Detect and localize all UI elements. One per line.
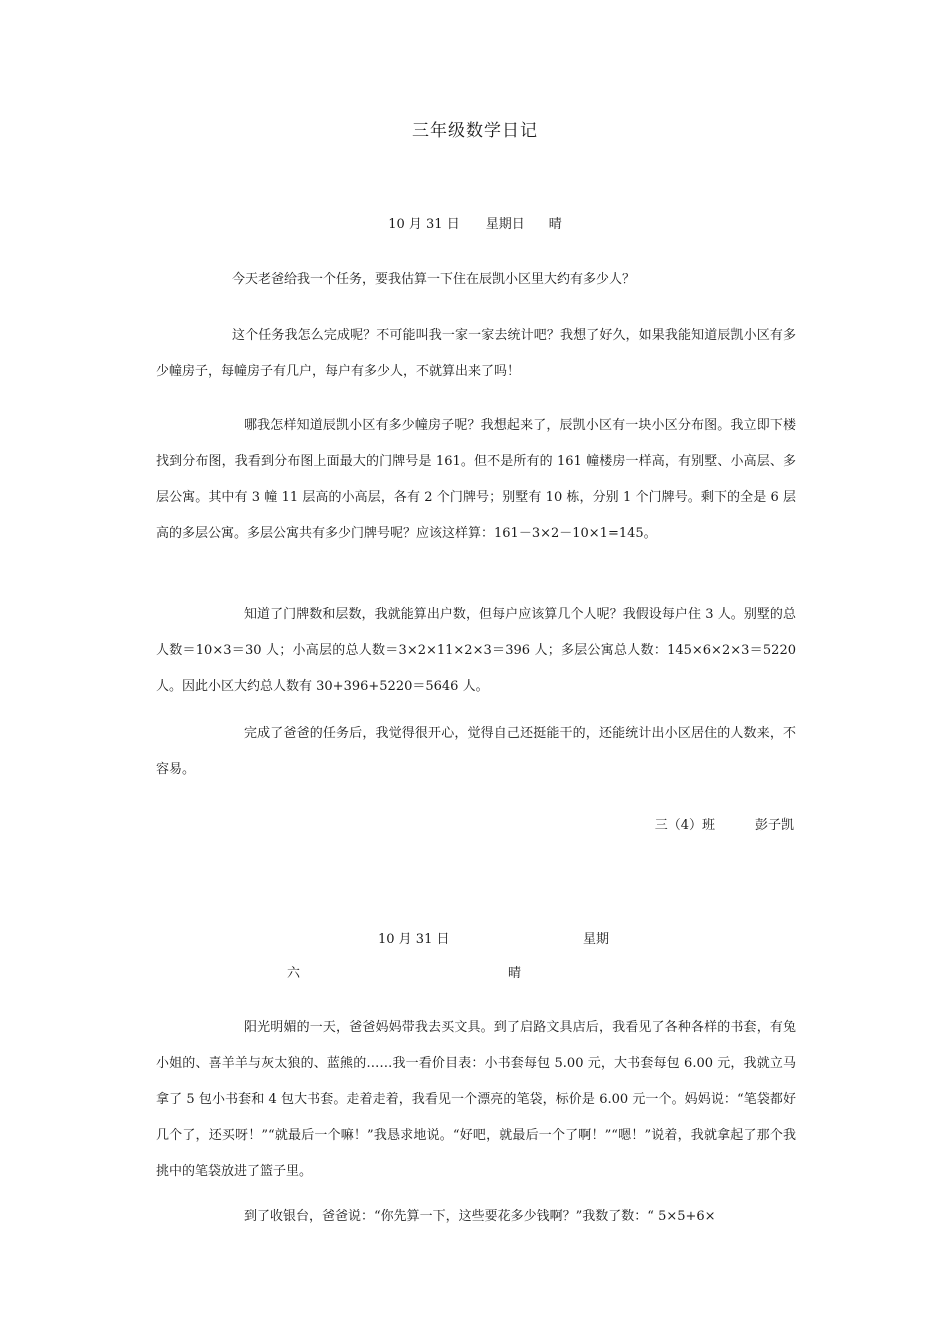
entry2-weekday-part1: 星期 (583, 932, 610, 947)
entry1-dateline (0, 213, 950, 232)
entry2-date: 10 月 31 日 (378, 932, 450, 947)
document-title: 三年级数学日记 (412, 121, 538, 141)
entry1-paragraph-4: 知道了门牌数和层数，我就能算出户数，但每户应该算几个人呢？我假设每户住 3 人。别墅的总人数＝10×3＝30 人；小高层的总人数＝3×2×11×2×3＝396 人；多层公寓总人数：145×6×2×3＝5220 人。因此小区大约总人数有 30+396+5220＝5646 人。 (156, 607, 796, 694)
signature-name: 彭子凯 (754, 818, 794, 833)
entry1-date: 10 月 31 日 (388, 217, 460, 232)
entry2-paragraph-1: 阳光明媚的一天，爸爸妈妈带我去买文具。到了启路文具店后，我看见了各种各样的书套，有兔小姐的、喜羊羊与灰太狼的、蓝熊的……我一看价目表：小书套每包 5.00 元，大书套每包 6.00 元，我就立马拿了 5 包小书套和 4 包大书套。走着走着，我看见一个漂亮的笔袋，标价是 6.00 元一个。妈妈说：“笔袋都好几个了，还买呀！”“就最后一个嘛！”我恳求地说。“好吧，就最后一个了啊！”“嗯！”说着，我就拿起了那个我挑中的笔袋放进了篮子里。 (156, 1020, 796, 1179)
entry2-weekday-part2: 六 (287, 966, 301, 981)
entry1-paragraph-3: 哪我怎样知道辰凯小区有多少幢房子呢？我想起来了，辰凯小区有一块小区分布图。我立即下楼找到分布图，我看到分布图上面最大的门牌号是 161。但不是所有的 161 幢楼房一样高，有别墅、小高层、多层公寓。其中有 3 幢 11 层高的小高层，各有 2 个门牌号；别墅有 10 栋，分别 1 个门牌号。剩下的全是 6 层高的多层公寓。多层公寓共有多少门牌号呢？应该这样算：161－3×2－10×1=145。 (156, 418, 796, 541)
entry1-paragraph-2: 这个任务我怎么完成呢？不可能叫我一家一家去统计吧？我想了好久，如果我能知道辰凯小区有多少幢房子，每幢房子有几户，每户有多少人，不就算出来了吗！ (156, 328, 796, 379)
signature-class: 三（4）班 (654, 818, 715, 833)
entry1-weekday: 星期日 (485, 217, 525, 232)
entry1-paragraph-5: 完成了爸爸的任务后，我觉得很开心，觉得自己还挺能干的，还能统计出小区居住的人数来，不容易。 (156, 726, 796, 777)
entry1-signature (655, 815, 794, 837)
entry1-paragraph-1: 今天老爸给我一个任务，要我估算一下住在辰凯小区里大约有多少人？ (232, 272, 636, 287)
entry1-weather: 晴 (548, 217, 562, 232)
entry2-paragraph-2: 到了收银台，爸爸说：“你先算一下，这些要花多少钱啊？”我数了数：“ 5×5+6× (244, 1209, 716, 1224)
entry2-weather: 晴 (508, 966, 522, 981)
